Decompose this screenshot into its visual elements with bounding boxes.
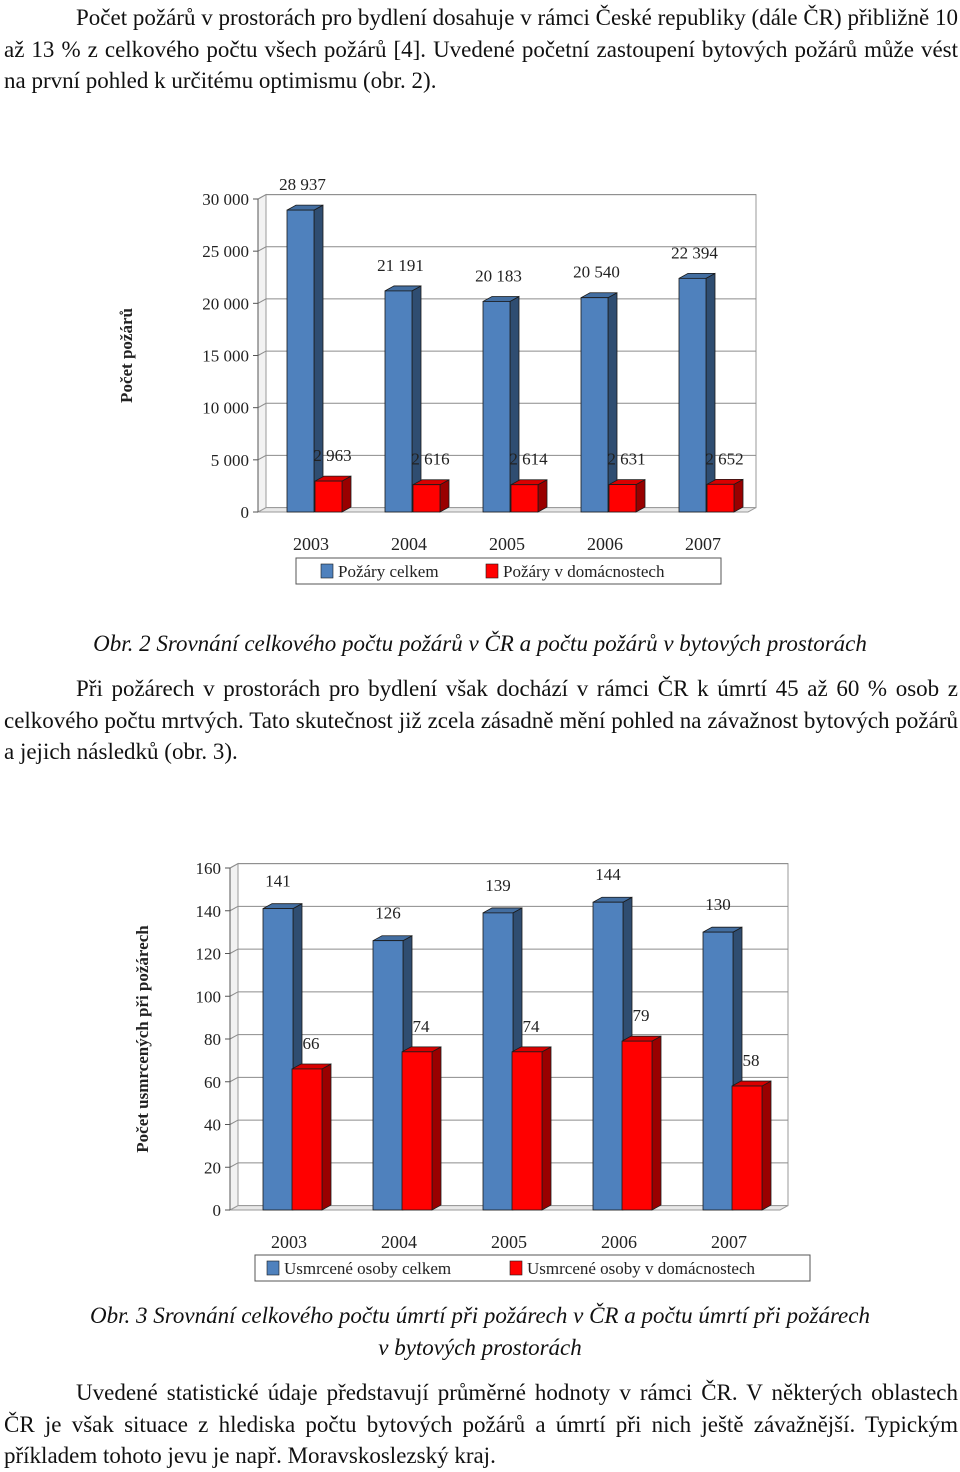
bar [511, 485, 538, 512]
bar [707, 484, 734, 512]
bar-value-label: 22 394 [671, 243, 718, 263]
bar-side [432, 1047, 441, 1210]
bar [679, 278, 706, 512]
bar-side [652, 1036, 661, 1210]
figure-2-caption: Obr. 2 Srovnání celkového počtu požárů v ČR a počtu požárů v bytových prostorách [93, 631, 867, 656]
y-tick-label: 80 [204, 1030, 221, 1049]
bar-value-label: 74 [412, 1016, 430, 1036]
bar-side [538, 480, 547, 512]
bar-value-label: 2 631 [607, 449, 646, 469]
bar [385, 291, 412, 512]
bar-side [342, 476, 351, 512]
legend-swatch [321, 564, 333, 578]
x-category-label: 2006 [601, 1232, 637, 1252]
y-tick-label: 25 000 [202, 242, 249, 262]
bar [413, 485, 440, 512]
figure-3-caption [0, 1300, 960, 1364]
bar-value-label: 58 [742, 1051, 760, 1071]
paragraph-intro-text: Počet požárů v prostorách pro bydlení dosahuje v rámci České republiky (dále ČR) přibližně 10 až 13 % z celkového počtu všech požárů [4]. Uvedené početní zastoupení bytových požárů může vést na první pohled k určitému optimismu (obr. 2). [4, 5, 958, 93]
bar-value-label: 141 [265, 871, 291, 891]
y-tick-label: 20 [204, 1158, 221, 1178]
y-tick-label: 0 [212, 1201, 221, 1220]
y-tick-label: 5 000 [210, 450, 249, 470]
fire-count-chart [110, 150, 744, 600]
x-category-label: 2006 [587, 534, 623, 554]
bar [483, 301, 510, 512]
bar-value-label: 2 616 [411, 449, 450, 469]
y-axis-title: Počet požárů [117, 308, 136, 403]
legend-label: Usmrcené osoby v domácnostech [527, 1259, 756, 1278]
paragraph-deaths-text: Při požárech v prostorách pro bydlení však dochází v rámci ČR k úmrtí 45 až 60 % osob z celkového počtu mrtvých. Tato skutečnost již zcela zásadně mění pohled na závažnost bytových požárů a jejich následků (obr. 3). [4, 676, 958, 764]
x-category-label: 2005 [491, 1232, 527, 1252]
fire-deaths-chart [130, 830, 810, 1290]
y-tick-label: 15 000 [202, 346, 249, 366]
bar-side [762, 1081, 771, 1210]
bar-value-label: 66 [302, 1033, 320, 1053]
x-category-label: 2007 [711, 1232, 747, 1252]
paragraph-stats-text: Uvedené statistické údaje představují průměrné hodnoty v rámci ČR. V některých oblastech ČR je však situace z hlediska počtu bytových požárů a úmrtí při nich ještě závažnější. Typickým příkladem tohoto jevu je např. Moravskoslezský kraj. [4, 1380, 958, 1468]
x-category-label: 2004 [381, 1232, 417, 1252]
bar-value-label: 79 [632, 1006, 650, 1026]
figure-3-caption-line-2: v bytových prostorách [378, 1335, 582, 1360]
bar-value-label: 74 [522, 1016, 540, 1036]
bar-side [314, 205, 323, 512]
bar-side [734, 479, 743, 512]
x-category-label: 2003 [271, 1232, 307, 1252]
bar [402, 1052, 432, 1210]
bar-side [322, 1064, 331, 1210]
figure-3-caption-line-1: Obr. 3 Srovnání celkového počtu úmrtí při požárech v ČR a počtu úmrtí při požárech [90, 1303, 870, 1328]
paragraph-stats [4, 1377, 958, 1472]
bar [622, 1041, 652, 1210]
bar [292, 1069, 322, 1210]
bar-side [636, 480, 645, 512]
paragraph-intro [4, 2, 958, 97]
bar [593, 902, 623, 1210]
y-tick-label: 30 000 [202, 190, 249, 209]
bar [703, 932, 733, 1210]
x-category-label: 2004 [391, 534, 427, 554]
bar-value-label: 20 183 [475, 266, 522, 286]
bar-value-label: 28 937 [279, 175, 326, 195]
y-tick-label: 60 [204, 1072, 221, 1092]
bar-value-label: 130 [705, 895, 731, 915]
bar-value-label: 126 [375, 903, 401, 923]
bar-value-label: 2 652 [705, 449, 744, 469]
bar [609, 485, 636, 512]
bar-value-label: 21 191 [377, 255, 424, 275]
bar [373, 941, 403, 1210]
bar [287, 210, 314, 512]
y-tick-label: 40 [204, 1115, 221, 1135]
y-tick-label: 20 000 [202, 294, 249, 314]
bar-value-label: 144 [595, 865, 621, 885]
bar-side [440, 480, 449, 512]
y-tick-label: 140 [195, 901, 221, 921]
x-category-label: 2007 [685, 534, 721, 554]
y-tick-label: 100 [195, 987, 221, 1007]
bar-side [412, 286, 421, 512]
y-tick-label: 0 [240, 503, 249, 522]
bar [581, 298, 608, 512]
legend-swatch [267, 1261, 279, 1275]
x-category-label: 2005 [489, 534, 525, 554]
x-category-label: 2003 [293, 534, 329, 554]
bar-value-label: 139 [485, 875, 511, 895]
bar-value-label: 2 963 [313, 446, 352, 466]
legend-label: Požáry celkem [338, 562, 439, 581]
bar-side [542, 1047, 551, 1210]
y-axis-title: Počet usmrcených při požárech [133, 925, 152, 1153]
legend-label: Usmrcené osoby celkem [284, 1259, 452, 1278]
bar [732, 1086, 762, 1210]
bar [263, 909, 293, 1210]
legend-swatch [486, 564, 498, 578]
bar-side [706, 273, 715, 512]
y-tick-label: 160 [195, 859, 221, 878]
bar [315, 481, 342, 512]
bar [483, 913, 513, 1210]
bar-side [510, 296, 519, 512]
bar-side [608, 293, 617, 512]
bar-value-label: 20 540 [573, 262, 620, 282]
paragraph-deaths [4, 673, 958, 768]
y-tick-label: 10 000 [202, 398, 249, 418]
legend-swatch [510, 1261, 522, 1275]
y-tick-label: 120 [195, 944, 221, 964]
bar-value-label: 2 614 [509, 449, 548, 469]
legend-label: Požáry v domácnostech [503, 562, 665, 581]
bar [512, 1052, 542, 1210]
